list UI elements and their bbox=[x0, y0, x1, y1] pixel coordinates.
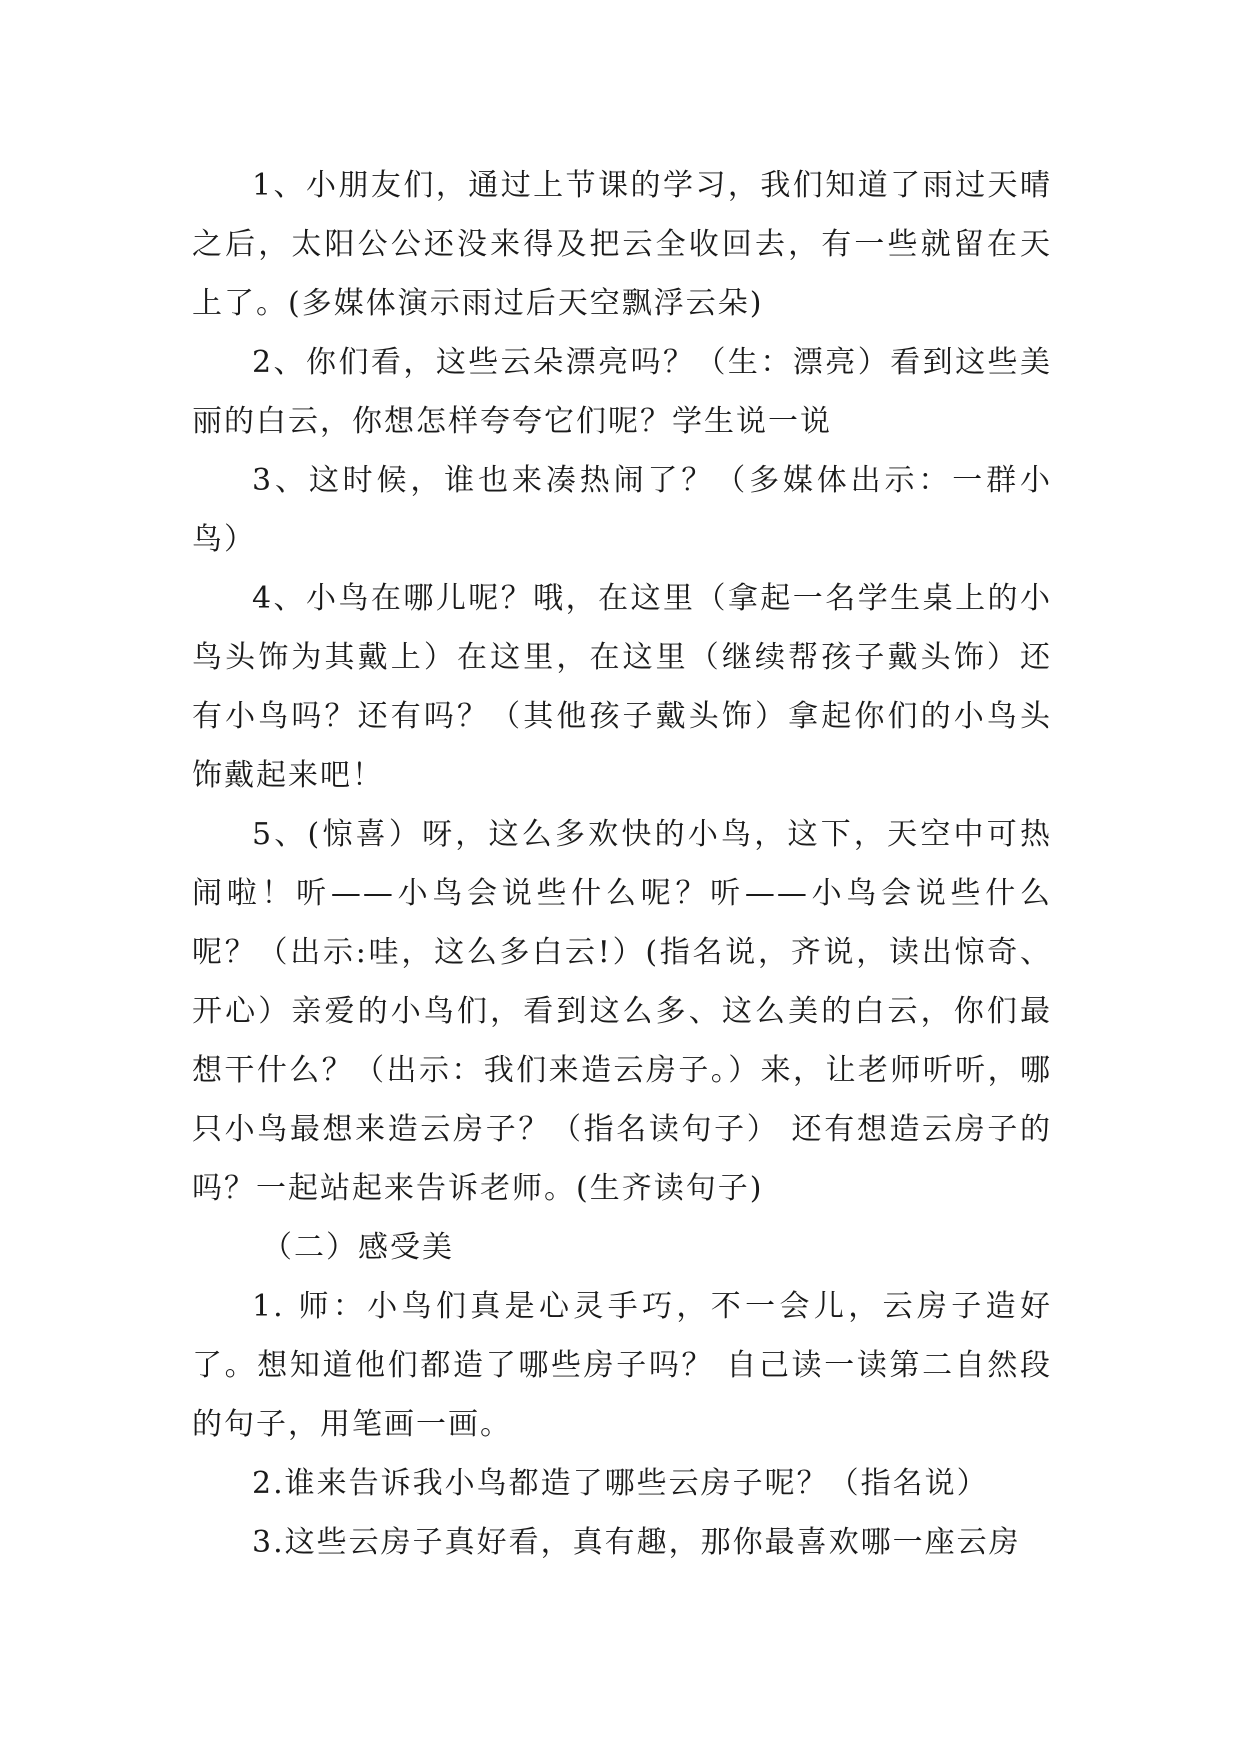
paragraph-8: 3.这些云房子真好看，真有趣，那你最喜欢哪一座云房 bbox=[252, 1525, 1021, 1560]
paragraph-7: 2.谁来告诉我小鸟都造了哪些云房子呢？（指名说） bbox=[252, 1466, 989, 1501]
section-heading: （二）感受美 bbox=[262, 1230, 454, 1265]
paragraph-3: 3、这时候，谁也来凑热闹了？（多媒体出示：一群小鸟） bbox=[192, 463, 1052, 557]
document-body bbox=[192, 156, 1052, 1572]
paragraph-4: 4、小鸟在哪儿呢？哦，在这里（拿起一名学生桌上的小鸟头饰为其戴上）在这里，在这里（继续帮孩子戴头饰）还有小鸟吗？还有吗？（其他孩子戴头饰）拿起你们的小鸟头饰戴起来吧！ bbox=[192, 581, 1052, 793]
paragraph-6: 1. 师：小鸟们真是心灵手巧，不一会儿，云房子造好了。想知道他们都造了哪些房子吗？ 自己读一读第二自然段的句子，用笔画一画。 bbox=[192, 1289, 1052, 1442]
paragraph-1: 1、小朋友们，通过上节课的学习，我们知道了雨过天晴之后，太阳公公还没来得及把云全收回去，有一些就留在天上了。(多媒体演示雨过后天空飘浮云朵) bbox=[192, 168, 1052, 321]
paragraph-5: 5、(惊喜）呀，这么多欢快的小鸟，这下，天空中可热闹啦！听——小鸟会说些什么呢？听——小鸟会说些什么呢？（出示:哇，这么多白云!）(指名说，齐说，读出惊奇、开心）亲爱的小鸟们，看到这么多、这么美的白云，你们最想干什么？（出示：我们来造云房子。）来，让老师听听，哪只小鸟最想来造云房子？（指名读句子） 还有想造云房子的吗？一起站起来告诉老师。(生齐读句子) bbox=[192, 817, 1052, 1206]
paragraph-2: 2、你们看，这些云朵漂亮吗？（生：漂亮）看到这些美丽的白云，你想怎样夸夸它们呢？学生说一说 bbox=[192, 345, 1052, 439]
